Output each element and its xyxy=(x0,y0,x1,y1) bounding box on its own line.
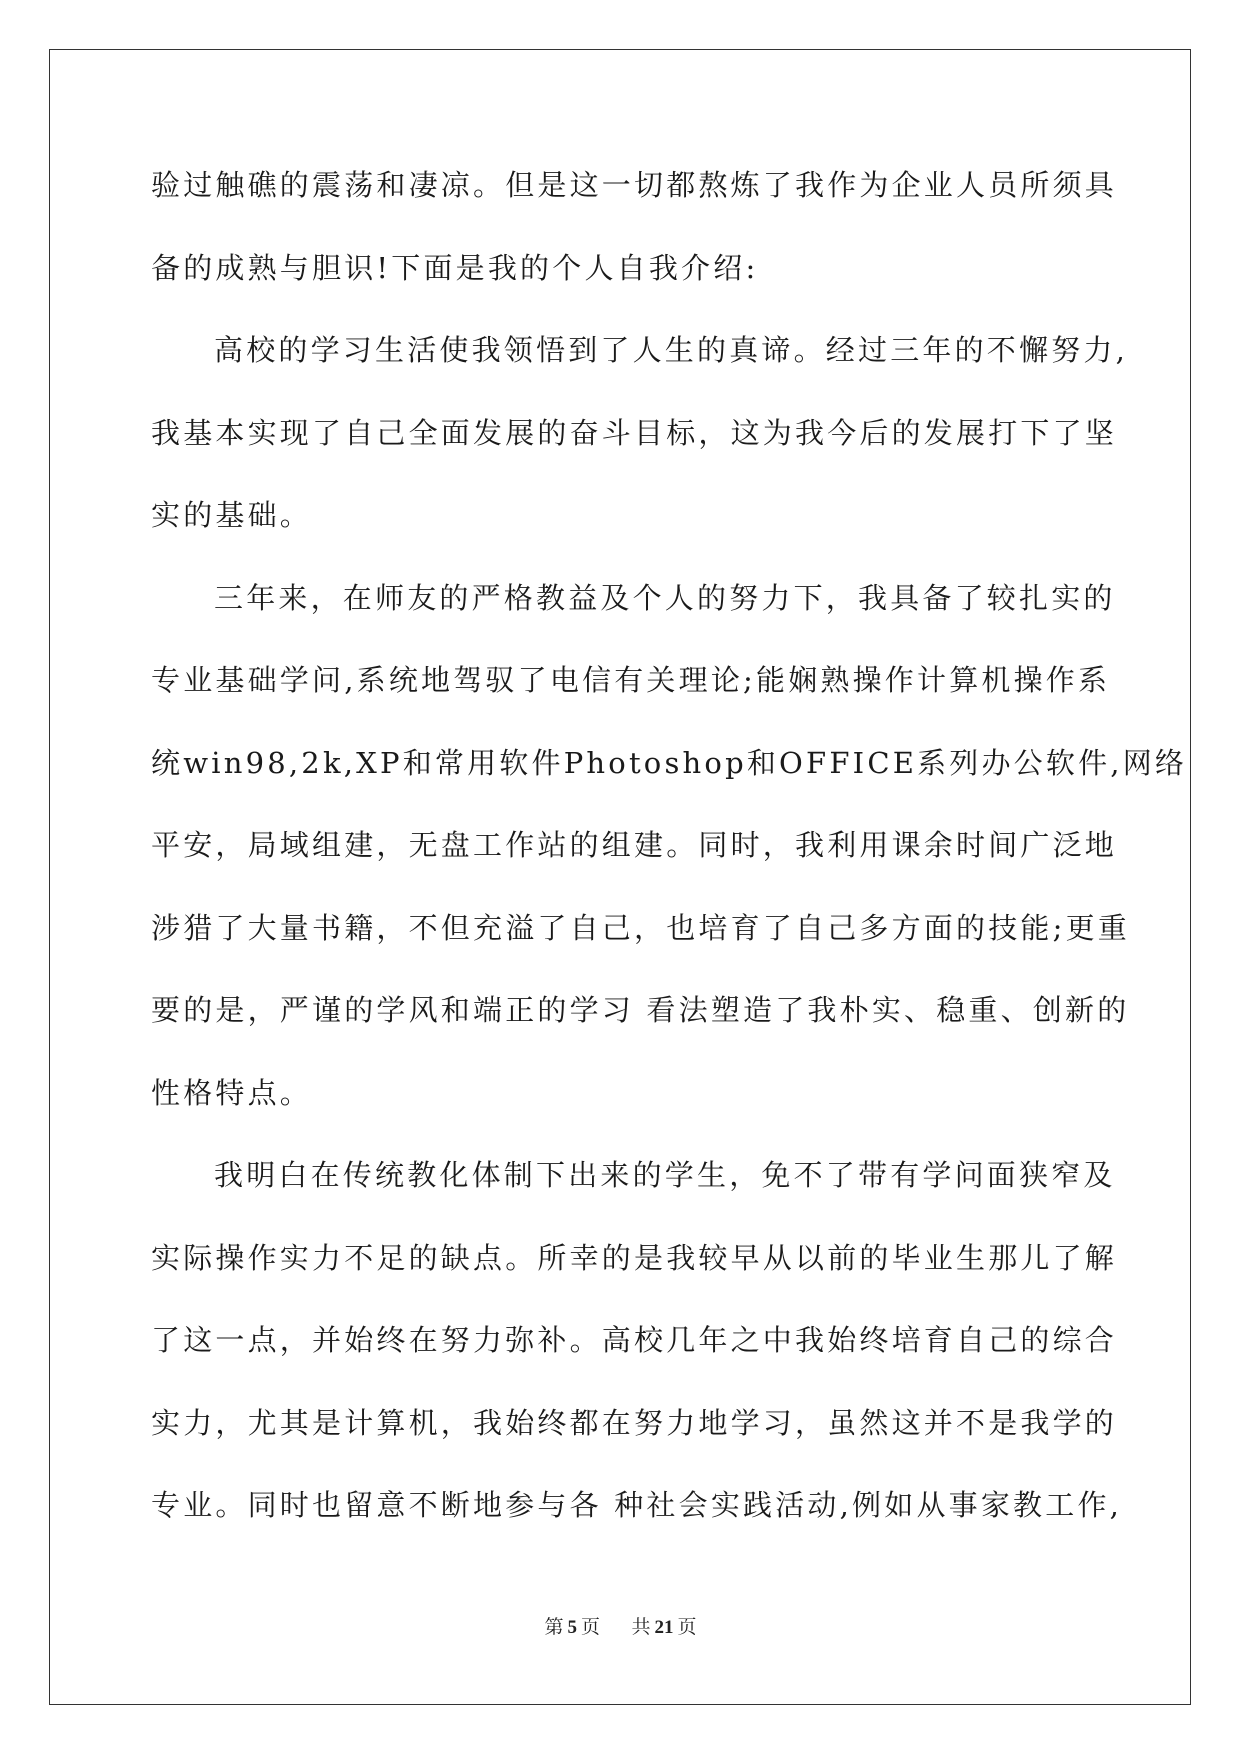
current-page-number: 5 xyxy=(567,1617,577,1638)
text-line: 专业。同时也留意不断地参与各 种社会实践活动,例如从事家教工作, xyxy=(151,1488,1123,1522)
document-body xyxy=(151,160,1188,1563)
total-pages-number: 21 xyxy=(654,1617,674,1638)
text-line: 验过触礁的震荡和凄凉。但是这一切都熬炼了我作为企业人员所须具 xyxy=(151,168,1118,202)
text-line: 平安，局域组建，无盘工作站的组建。同时，我利用课余时间广泛地 xyxy=(151,828,1118,862)
text-line: 高校的学习生活使我领悟到了人生的真谛。经过三年的不懈努力, xyxy=(214,333,1129,367)
text-line: 备的成熟与胆识!下面是我的个人自我介绍: xyxy=(151,250,759,285)
text-line: 专业基础学问,系统地驾驭了电信有关理论;能娴熟操作计算机操作系 xyxy=(151,663,1111,697)
text-line: 统win98,2k,XP和常用软件Photoshop和OFFICE系列办公软件,网络 xyxy=(151,745,1188,780)
text-line: 实际操作实力不足的缺点。所幸的是我较早从以前的毕业生那儿了解 xyxy=(151,1240,1118,1275)
text-line: 三年来，在师友的严格教益及个人的努力下，我具备了较扎实的 xyxy=(214,580,1116,615)
text-line: 涉猎了大量书籍，不但充溢了自己，也培育了自己多方面的技能;更重 xyxy=(151,910,1130,945)
text-line: 实力，尤其是计算机，我始终都在努力地学习，虽然这并不是我学的 xyxy=(151,1405,1118,1440)
total-pages-label: 共 21 页 xyxy=(631,1617,697,1638)
page-number-label: 第 5 页 xyxy=(544,1617,600,1638)
text-line: 我明白在传统教化体制下出来的学生，免不了带有学问面狭窄及 xyxy=(214,1158,1116,1192)
text-line: 了这一点，并始终在努力弥补。高校几年之中我始终培育自己的综合 xyxy=(151,1323,1118,1357)
page-footer xyxy=(0,1612,1241,1639)
text-line: 我基本实现了自己全面发展的奋斗目标，这为我今后的发展打下了坚 xyxy=(151,415,1118,450)
text-line: 性格特点。 xyxy=(151,1075,313,1110)
text-line: 要的是，严谨的学风和端正的学习 看法塑造了我朴实、稳重、创新的 xyxy=(151,993,1130,1027)
text-line: 实的基础。 xyxy=(151,498,313,532)
